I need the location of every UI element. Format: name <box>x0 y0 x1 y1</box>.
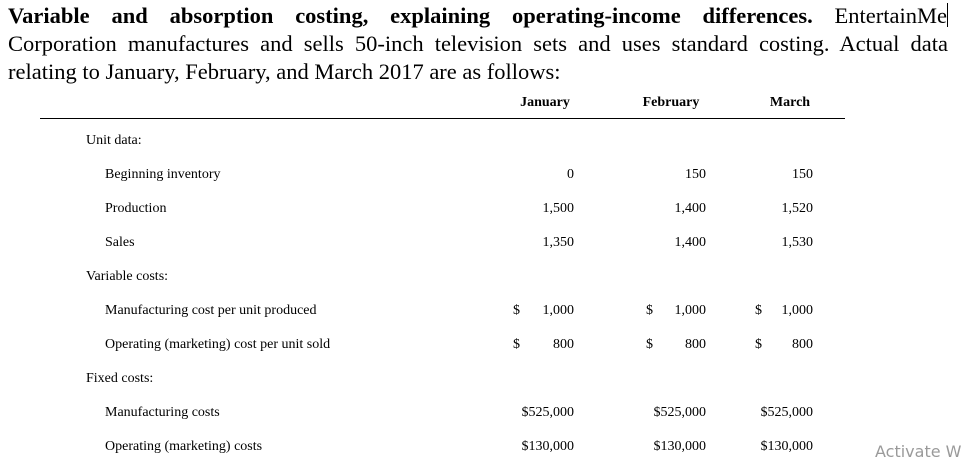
cell-february: $525,000 <box>653 405 706 420</box>
currency-symbol: $ <box>513 303 520 318</box>
intro-text: Corporation manufactures and sells 50-inch television sets and uses standard costing. Actual data relating to January, February, and March 2017 are as follows: <box>8 31 948 84</box>
table-row <box>0 167 968 187</box>
cell-february: $130,000 <box>653 439 706 454</box>
row-label: Beginning inventory <box>105 167 221 182</box>
table-row <box>0 201 968 221</box>
problem-title: Variable and absorption costing, explaining operating-income differences. <box>8 3 813 28</box>
currency-symbol: $ <box>755 337 762 352</box>
row-label: Manufacturing cost per unit produced <box>105 303 317 318</box>
cell-march: 1,520 <box>781 201 813 216</box>
currency-symbol: $ <box>646 337 653 352</box>
section-header-row <box>0 371 968 391</box>
table-row <box>0 439 968 459</box>
cell-january: 1,350 <box>542 235 574 250</box>
header-rule <box>40 118 845 119</box>
cell-january: 1,500 <box>542 201 574 216</box>
cell-january: 1,000 <box>542 303 574 318</box>
cell-january: $525,000 <box>521 405 574 420</box>
section-label: Unit data: <box>86 133 142 148</box>
intro-first-word: EntertainMe <box>812 3 947 28</box>
section-header-row <box>0 269 968 289</box>
cell-january: $130,000 <box>521 439 574 454</box>
table-row <box>0 405 968 425</box>
row-label: Sales <box>105 235 135 250</box>
cell-february: 800 <box>685 337 706 352</box>
cell-march: $525,000 <box>760 405 813 420</box>
row-label: Manufacturing costs <box>105 405 220 420</box>
currency-symbol: $ <box>755 303 762 318</box>
table-row <box>0 337 968 357</box>
cell-february: 1,400 <box>674 201 706 216</box>
section-header-row <box>0 133 968 153</box>
row-label: Operating (marketing) costs <box>105 439 263 454</box>
row-label: Operating (marketing) cost per unit sold <box>105 337 331 352</box>
currency-symbol: $ <box>646 303 653 318</box>
cell-february: 1,000 <box>674 303 706 318</box>
cell-march: 150 <box>792 167 813 182</box>
cell-march: 1,000 <box>781 303 813 318</box>
cell-january: 800 <box>553 337 574 352</box>
row-label: Production <box>105 201 167 216</box>
cell-february: 1,400 <box>674 235 706 250</box>
section-label: Fixed costs: <box>86 371 154 386</box>
currency-symbol: $ <box>513 337 520 352</box>
column-header-january: January <box>520 95 570 110</box>
cell-february: 150 <box>685 167 706 182</box>
column-header-february: February <box>642 95 700 110</box>
activate-windows-watermark: Activate W <box>875 442 962 461</box>
problem-intro <box>8 2 948 86</box>
cell-march: 1,530 <box>781 235 813 250</box>
table-row <box>0 303 968 323</box>
section-label: Variable costs: <box>86 269 169 284</box>
column-header-march: March <box>769 95 811 110</box>
cell-january: 0 <box>567 167 574 182</box>
cell-march: 800 <box>792 337 813 352</box>
text-cursor <box>947 3 948 27</box>
table-row <box>0 235 968 255</box>
cell-march: $130,000 <box>760 439 813 454</box>
